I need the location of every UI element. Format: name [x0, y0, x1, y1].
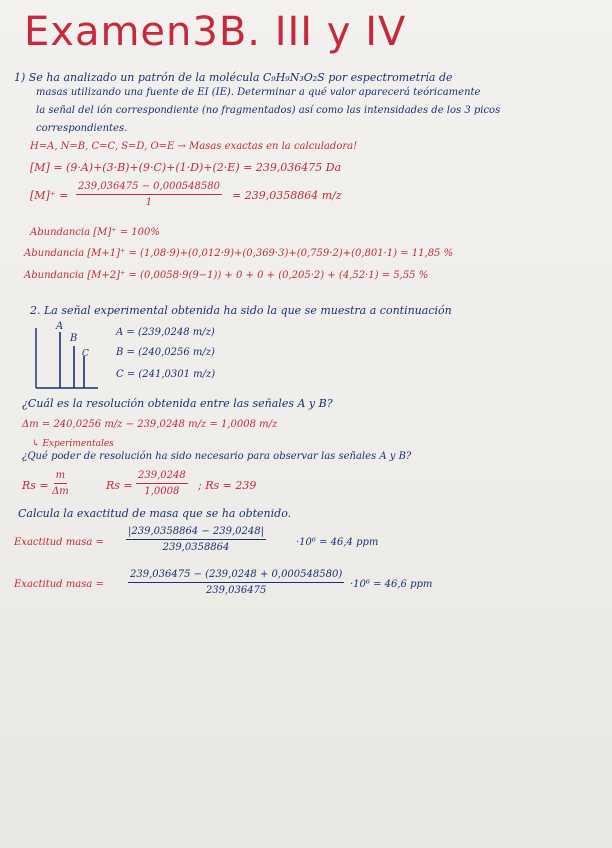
rs-numerator: m [54, 471, 67, 484]
exactitud-1-denominator: 239,0358864 [162, 542, 230, 553]
exactitud-1-result: ·10⁶ = 46,4 ppm [296, 537, 379, 548]
q1-abundance-m: Abundancia [M]⁺ = 100% [30, 227, 160, 238]
rs-lhs: Rs = [22, 479, 49, 492]
rs2-numerator: 239,0248 [136, 471, 188, 484]
page-title: Examen3B. III y IV [24, 9, 407, 55]
peak-c-value: C = (241,0301 m/z) [116, 369, 216, 380]
q1-abundance-m1: Abundancia [M+1]⁺ = (1,08·9)+(0,012·9)+(0,369·3)+(0,759·2)+(0,801·1) = 11,85 % [24, 248, 454, 259]
q2-accuracy-question: Calcula la exactitud de masa que se ha obtenido. [18, 507, 292, 520]
spectrum-sketch [30, 318, 110, 394]
q1-line-1: 1) Se ha analizado un patrón de la molécula C₉H₉N₃O₂S por espectrometría de [14, 71, 453, 84]
q1-ion-lhs: [M]⁺ = [30, 189, 69, 202]
q1-ion-denominator: 1 [145, 197, 153, 208]
rs-denominator: Δm [52, 486, 69, 497]
rs2-denominator: 1,0008 [144, 486, 180, 497]
exactitud-1-fraction [126, 527, 266, 553]
q1-line-3: la señal del ión correspondiente (no fragmentados) así como las intensidades de los 3 picos [36, 105, 501, 116]
peak-c-label: C [82, 349, 89, 359]
q2-delta-m: Δm = 240,0256 m/z − 239,0248 m/z = 1,0008 m/z [22, 419, 278, 430]
q1-line-2: masas utilizando una fuente de EI (IE). Determinar a qué valor aparecerá teóricamente [36, 87, 481, 98]
rs2-lhs: Rs = [106, 479, 133, 492]
q1-abundance-m2: Abundancia [M+2]⁺ = (0,0058·9(9−1)) + 0 + 0 + (0,205·2) + (4,52·1) = 5,55 % [24, 270, 429, 281]
peak-a-label: A [56, 321, 64, 332]
exactitud-2-numerator: 239,036475 − (239,0248 + 0,000548580) [128, 570, 344, 583]
q1-assignment: H=A, N=B, C=C, S=D, O=E → Masas exactas en la calculadora! [30, 141, 358, 152]
q1-ion-numerator: 239,036475 − 0,000548580 [76, 182, 222, 195]
exactitud-2-denominator: 239,036475 [205, 585, 267, 596]
exactitud-2-result: ·10⁶ = 46,6 ppm [350, 579, 433, 590]
q2-resolution-question: ¿Cuál es la resolución obtenida entre las señales A y B? [22, 397, 333, 410]
rs2-fraction [136, 471, 188, 497]
q1-mass-formula: [M] = (9·A)+(3·B)+(9·C)+(1·D)+(2·E) = 239,036475 Da [30, 161, 342, 174]
peak-b-value: B = (240,0256 m/z) [116, 347, 215, 358]
peak-b-label: B [70, 333, 78, 344]
q1-ion-result: = 239,0358864 m/z [232, 189, 342, 202]
rs-result: ; Rs = 239 [198, 479, 257, 492]
q2-intro: 2. La señal experimental obtenida ha sido la que se muestra a continuación [30, 304, 452, 317]
exactitud-2-fraction [128, 570, 344, 596]
exactitud-2-lhs: Exactitud masa = [14, 579, 104, 590]
q2-power-question: ¿Qué poder de resolución ha sido necesario para observar las señales A y B? [22, 451, 412, 462]
exactitud-1-lhs: Exactitud masa = [14, 537, 104, 548]
q1-ion-fraction [76, 182, 222, 208]
exactitud-1-numerator: |239,0358864 − 239,0248| [126, 527, 266, 540]
peak-a-value: A = (239,0248 m/z) [116, 327, 215, 338]
q1-line-4: correspondientes. [36, 123, 128, 134]
rs-fraction [52, 471, 69, 497]
q2-experimental-note: ↳ Experimentales [32, 439, 114, 449]
